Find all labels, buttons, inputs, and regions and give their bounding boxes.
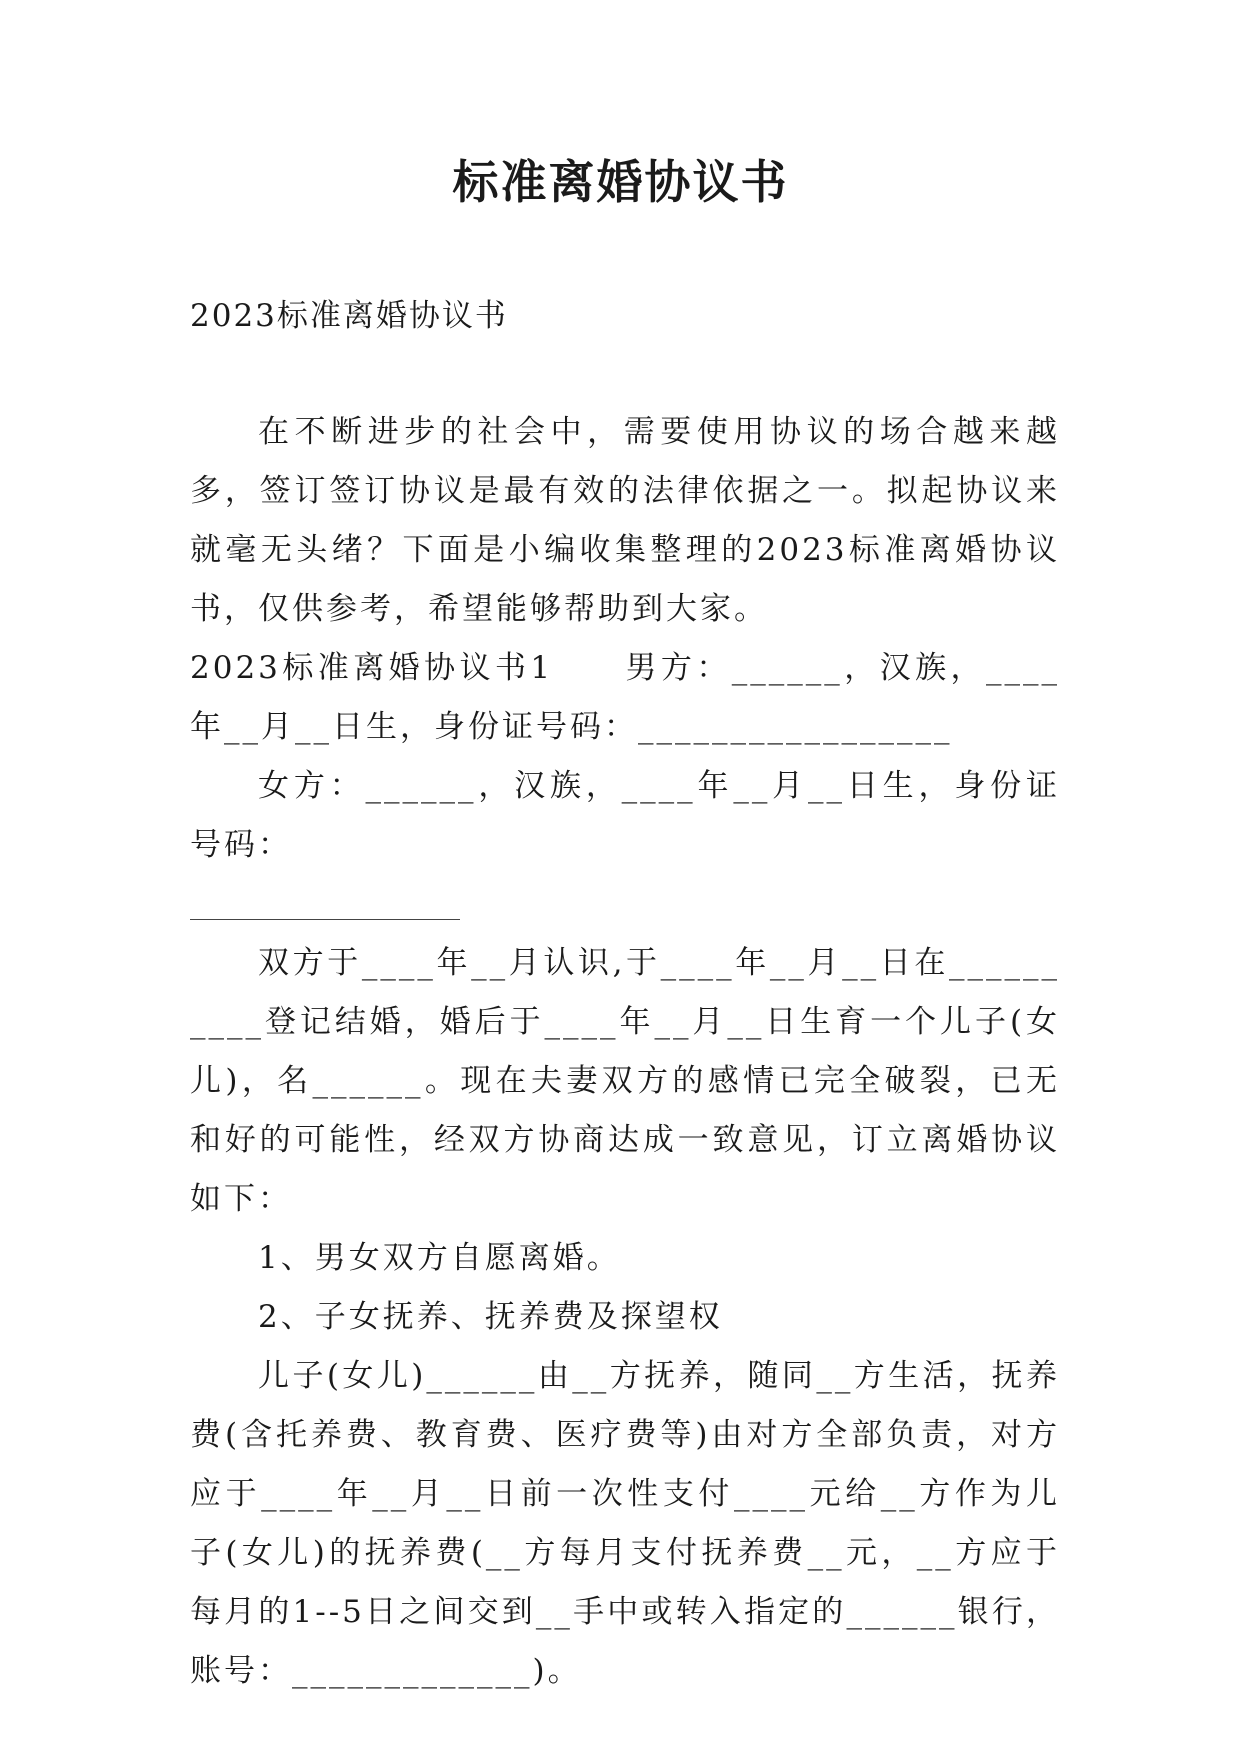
female-party-paragraph: 女方：______，汉族，____年__月__日生，身份证号码： xyxy=(190,768,1060,863)
child-support-paragraph: 儿子(女儿)______由__方抚养，随同__方生活，抚养费(含托养费、教育费、医疗费等)由对方全部负责，对方应于____年__月__日前一次性支付____元给__方作为儿子(女儿)的抚养费(__方每月支付抚养费__元，__方应于每月的1--5日之间交到__手中或转入指定的______银行，账号：_____________)。 xyxy=(190,1358,1060,1689)
marriage-info-paragraph: 双方于____年__月认识,于____年__月__日在__________登记结婚，婚后于____年__月__日生育一个儿子(女儿)，名______。现在夫妻双方的感情已完全破裂，已无和好的可能性，经双方协商达成一致意见，订立离婚协议如下： xyxy=(190,945,1060,1217)
document-body xyxy=(190,403,1060,1701)
clause-2: 2、子女抚养、抚养费及探望权 xyxy=(258,1299,723,1335)
clause-1: 1、男女双方自愿离婚。 xyxy=(258,1240,621,1276)
id-number-blank xyxy=(190,875,460,920)
intro-paragraph: 在不断进步的社会中，需要使用协议的场合越来越多，签订签订协议是最有效的法律依据之一。拟起协议来就毫无头绪？下面是小编收集整理的2023标准离婚协议书，仅供参考，希望能够帮助到大家。 xyxy=(190,414,1060,627)
document-title: 标准离婚协议书 xyxy=(452,155,789,209)
document-subtitle: 2023标准离婚协议书 xyxy=(190,298,508,334)
male-party-paragraph: 2023标准离婚协议书1 男方：______，汉族，____年__月__日生，身份证号码：_________________ xyxy=(190,650,1060,745)
